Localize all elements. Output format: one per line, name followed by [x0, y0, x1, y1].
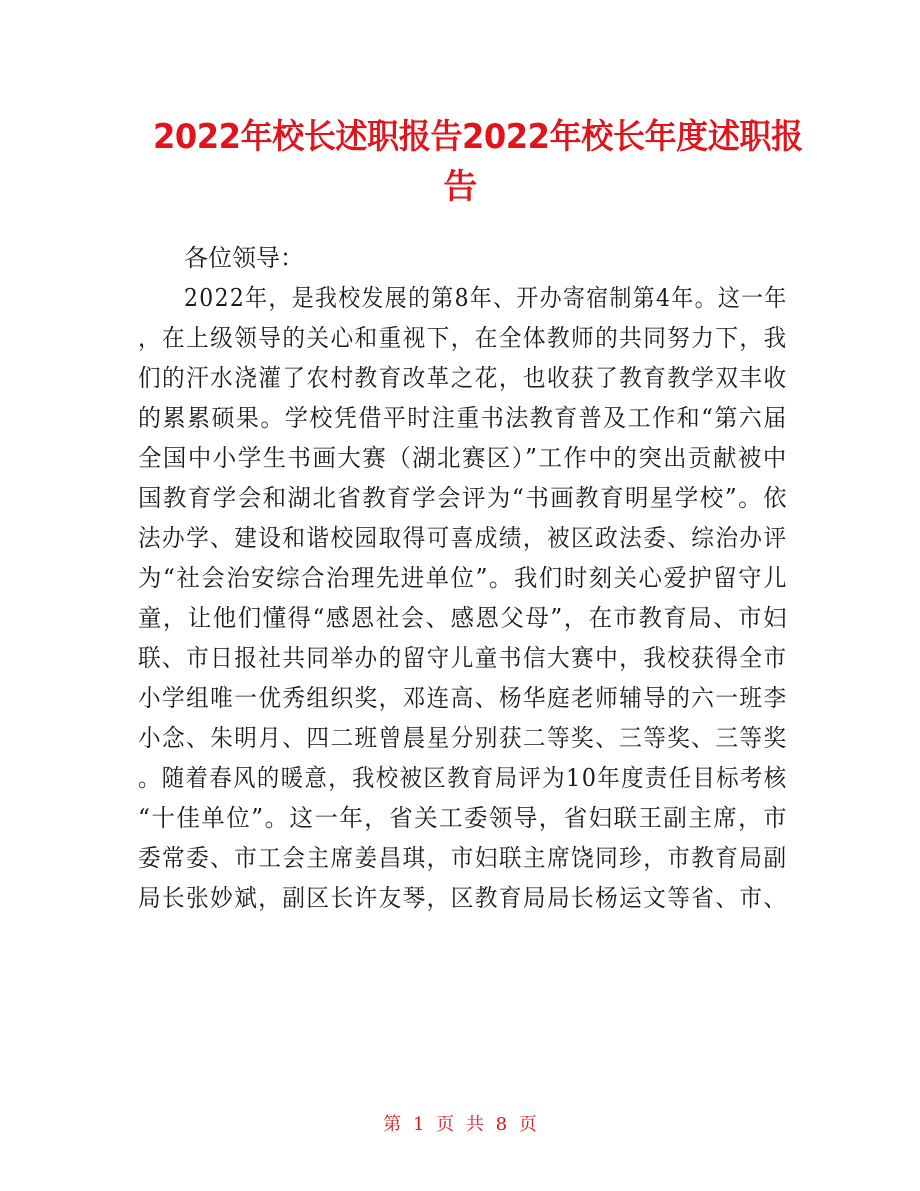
title-line-2: 告: [443, 167, 477, 207]
paragraph-line: 联、市日报社共同举办的留守儿童书信大赛中，我校获得全市: [138, 644, 788, 672]
paragraph-line: 小学组唯一优秀组织奖，邓连高、杨华庭老师辅导的六一班李: [138, 684, 788, 712]
paragraph-line: ，在上级领导的关心和重视下，在全体教师的共同努力下，我: [138, 324, 788, 352]
page-number-footer: 第 1 页 共 8 页: [383, 1114, 537, 1135]
paragraph-line: 的累累硕果。学校凭借平时注重书法教育普及工作和“第六届: [138, 404, 788, 432]
paragraph-line: 。随着春风的暖意，我校被区教育局评为10年度责任目标考核: [138, 764, 788, 792]
paragraph-line: 2022年，是我校发展的第8年、开办寄宿制第4年。这一年: [184, 284, 788, 312]
document-title: [135, 112, 803, 212]
paragraph-line: 局长张妙斌，副区长许友琴，区教育局局长杨运文等省、市、: [138, 884, 788, 912]
paragraph-line: 全国中小学生书画大赛（湖北赛区）”工作中的突出贡献被中: [138, 444, 788, 472]
paragraph-line: 为“社会治安综合治理先进单位”。我们时刻关心爱护留守儿: [138, 564, 789, 592]
paragraph-line: 委常委、市工会主席姜昌琪，市妇联主席饶同珍，市教育局副: [138, 844, 788, 872]
paragraph-line: 童，让他们懂得“感恩社会、感恩父母”，在市教育局、市妇: [138, 604, 789, 632]
salutation: 各位领导：: [184, 244, 304, 272]
paragraph-line: 国教育学会和湖北省教育学会评为“书画教育明星学校”。依: [138, 484, 789, 512]
paragraph-line: 小念、朱明月、四二班曾晨星分别获二等奖、三等奖、三等奖: [138, 724, 788, 752]
paragraph-line: 法办学、建设和谐校园取得可喜成绩，被区政法委、综治办评: [138, 524, 788, 552]
title-line-1: 2022年校长述职报告2022年校长年度述职报: [152, 117, 803, 157]
paragraph-line: 们的汗水浇灌了农村教育改革之花，也收获了教育教学双丰收: [138, 364, 788, 392]
paragraph-line: “十佳单位”。这一年，省关工委领导，省妇联王副主席，市: [138, 804, 789, 832]
